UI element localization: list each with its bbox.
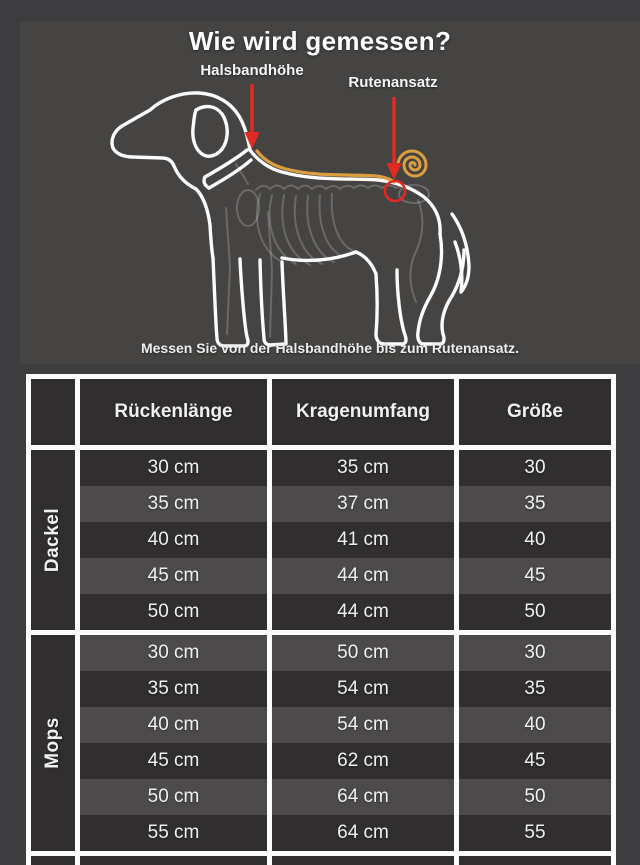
table-cell: 35: [459, 486, 611, 522]
table-cell: 35: [459, 671, 611, 707]
table-cell: 54 cm: [272, 671, 454, 707]
table-cell: 40 cm: [80, 707, 267, 743]
table-cell: 40: [459, 522, 611, 558]
table-column-stack: [272, 635, 454, 851]
table-cell: 40 cm: [80, 522, 267, 558]
table-cell: 30: [459, 635, 611, 671]
measurement-caption: Messen Sie von der Halsbandhöhe bis zum Rutenansatz.: [140, 340, 520, 356]
table-cell: 40: [459, 707, 611, 743]
table-cell: 41 cm: [272, 522, 454, 558]
table-cell: 50: [459, 779, 611, 815]
table-cell: 35 cm: [272, 450, 454, 486]
table-cell: 44 cm: [272, 558, 454, 594]
table-cell: 45: [459, 558, 611, 594]
table-column-stack: [459, 450, 611, 630]
table-cell: 55 cm: [80, 815, 267, 851]
table-cell: 30 cm: [80, 450, 267, 486]
size-table: [26, 374, 616, 865]
table-cell: 55: [459, 815, 611, 851]
group-label-mops: [31, 635, 75, 851]
table-corner-cell: [31, 379, 75, 445]
table-next-row-sliver: [31, 856, 75, 865]
header-kragenumfang: Kragenumfang: [272, 379, 454, 445]
table-cell: 30: [459, 450, 611, 486]
table-cell: 50: [459, 594, 611, 630]
table-cell: 50 cm: [80, 779, 267, 815]
table-next-row-sliver: [459, 856, 611, 865]
tail-base-label: Rutenansatz: [348, 74, 438, 91]
table-cell: 50 cm: [80, 594, 267, 630]
table-cell: 64 cm: [272, 779, 454, 815]
table-cell: 44 cm: [272, 594, 454, 630]
table-cell: 35 cm: [80, 486, 267, 522]
table-cell: 45 cm: [80, 743, 267, 779]
table-cell: 64 cm: [272, 815, 454, 851]
dog-illustration: [20, 22, 640, 364]
table-cell: 62 cm: [272, 743, 454, 779]
table-cell: 35 cm: [80, 671, 267, 707]
group-label-text: Mops: [42, 717, 64, 769]
table-cell: 45: [459, 743, 611, 779]
table-cell: 30 cm: [80, 635, 267, 671]
header-rueckenlaenge: Rückenlänge: [80, 379, 267, 445]
table-next-row-sliver: [272, 856, 454, 865]
table-cell: 45 cm: [80, 558, 267, 594]
dog-outline-icon: [112, 93, 469, 346]
tail-arrow-icon: [387, 97, 402, 180]
table-column-stack: [80, 450, 267, 630]
group-label-dackel: [31, 450, 75, 630]
table-column-stack: [80, 635, 267, 851]
header-groesse: Größe: [459, 379, 611, 445]
page-title: Wie wird gemessen?: [188, 26, 452, 56]
group-label-text: Dackel: [42, 507, 63, 573]
table-cell: 54 cm: [272, 707, 454, 743]
table-next-row-sliver: [80, 856, 267, 865]
table-column-stack: [272, 450, 454, 630]
collar-height-label: Halsbandhöhe: [200, 62, 304, 79]
table-cell: 50 cm: [272, 635, 454, 671]
table-cell: 37 cm: [272, 486, 454, 522]
table-column-stack: [459, 635, 611, 851]
measurement-panel: [20, 22, 640, 364]
